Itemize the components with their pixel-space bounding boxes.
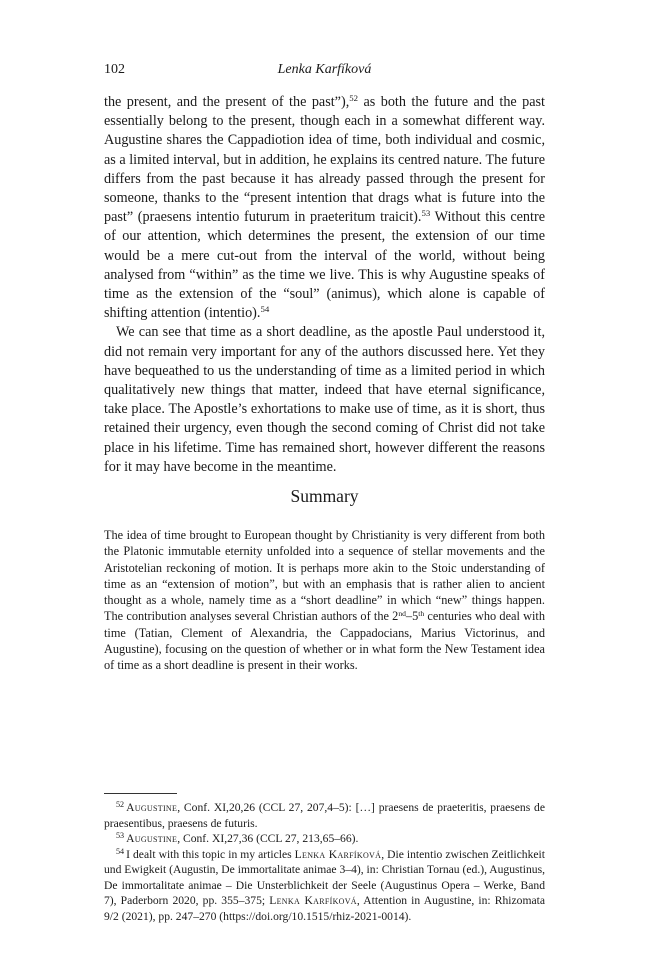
footnote-author: Augustine xyxy=(126,801,178,814)
text-run: The idea of time brought to European thought by Christianity is very different from both the Platonic immutable eternity unfolded into a sequence of stellar movements and the Aristotelian reckoning of motion. It is perhaps more akin to the Stoic understanding of time as an “extension of motion”, but with an emphasis that is rather alien to ancient thought as a whole, namely time as a “short deadline” in which “new” things happen. The contribution analyses several Christian authors of the 2 xyxy=(104,528,545,624)
running-head: Lenka Karfíková xyxy=(277,62,372,77)
footnote-54 xyxy=(104,847,545,925)
footnotes xyxy=(104,800,545,924)
page-number: 102 xyxy=(104,62,125,77)
main-text xyxy=(104,93,545,477)
text-run: –5 xyxy=(405,609,419,624)
footnote-divider xyxy=(104,793,177,794)
footnote-author: Lenka Karfíková xyxy=(294,847,382,861)
footnote-ref-53[interactable]: 53 xyxy=(421,208,431,219)
footnote-text: , Conf. XI,27,36 (CCL 27, 213,65–66). xyxy=(177,832,359,845)
text-run: the present, and the present of the past”), xyxy=(104,94,350,110)
footnote-52 xyxy=(104,800,545,831)
footnote-number: 53 xyxy=(116,831,125,841)
footnote-author: Augustine xyxy=(126,832,178,845)
ordinal-suffix: nd xyxy=(398,609,406,619)
footnote-text: I dealt with this topic in my articles xyxy=(126,847,295,861)
ordinal-suffix: th xyxy=(418,609,425,619)
footnote-number: 52 xyxy=(116,800,125,810)
text-run: Without this centre of our attention, which determines the present, the extension of our time would be a mere cut-out from the interval of the world, without being analysed from “within” as the time we live. This is why Augustine speaks of time as the extension of the “soul” (animus), which alone is capable of shifting attention (intentio). xyxy=(104,209,545,322)
summary-text xyxy=(104,527,545,674)
footnote-text: , Conf. XI,20,26 (CCL 27, 207,4–5): […] praesens de praeteritis, praesens de praesentibus, praesens de futuris. xyxy=(104,801,545,830)
paragraph-1 xyxy=(104,93,545,323)
footnote-ref-52[interactable]: 52 xyxy=(349,93,359,104)
footnote-number: 54 xyxy=(116,846,125,856)
footnote-author: Lenka Karfíková xyxy=(269,894,357,907)
page-header xyxy=(104,62,545,82)
text-run: centuries who deal with time (Tatian, Clement of Alexandria, the Cappadocians, Marius Victorinus, and Augustine), focusing on the question of whether or in what form the New Testament idea of time as a short deadline is present in their works. xyxy=(104,609,545,673)
footnote-text: , Attention in Augustine, in: Rhizomata 9/2 (2021), pp. 247–270 (https://doi.org/10.1515/rhiz-2021-0014). xyxy=(104,894,545,923)
footnote-text: , Die intentio zwischen Zeitlichkeit und Ewigkeit (Augustin, De immortalitate animae 3–4), in: Christian Tornau (ed.), Augustinus, De immortalitate animae – Die Unsterblichkeit der Seele (Augustinus Opera – Werke, Band 7), Paderborn 2020, pp. 355–375; xyxy=(104,847,545,907)
footnote-53 xyxy=(104,831,545,847)
footnote-ref-54[interactable]: 54 xyxy=(260,304,270,315)
summary-heading: Summary xyxy=(290,486,359,506)
paragraph-2: We can see that time as a short deadline, as the apostle Paul understood it, did not remain very important for any of the authors discussed here. Yet they have bequeathed to us the understanding of time as a limited period in which qualitatively new things that matter, indeed that have eternal significance, take place. The Apostle’s exhortations to make use of time, as it is short, thus retained their urgency, even though the second coming of Christ did not take place in his lifetime. Time has remained short, however different the reasons for it may have become in the meantime. xyxy=(104,324,545,475)
text-run: as both the future and the past essentially belong to the present, though each in a somewhat different way. Augustine shares the Cappadiotion idea of time, both individual and cosmic, as a limited interval, but in addition, he explains its centred nature. The future differs from the past because it has already passed through the present for someone, thanks to the “present intention that drags what is future into the past” (praesens intentio futurum in praeteritum traicit). xyxy=(104,94,545,226)
